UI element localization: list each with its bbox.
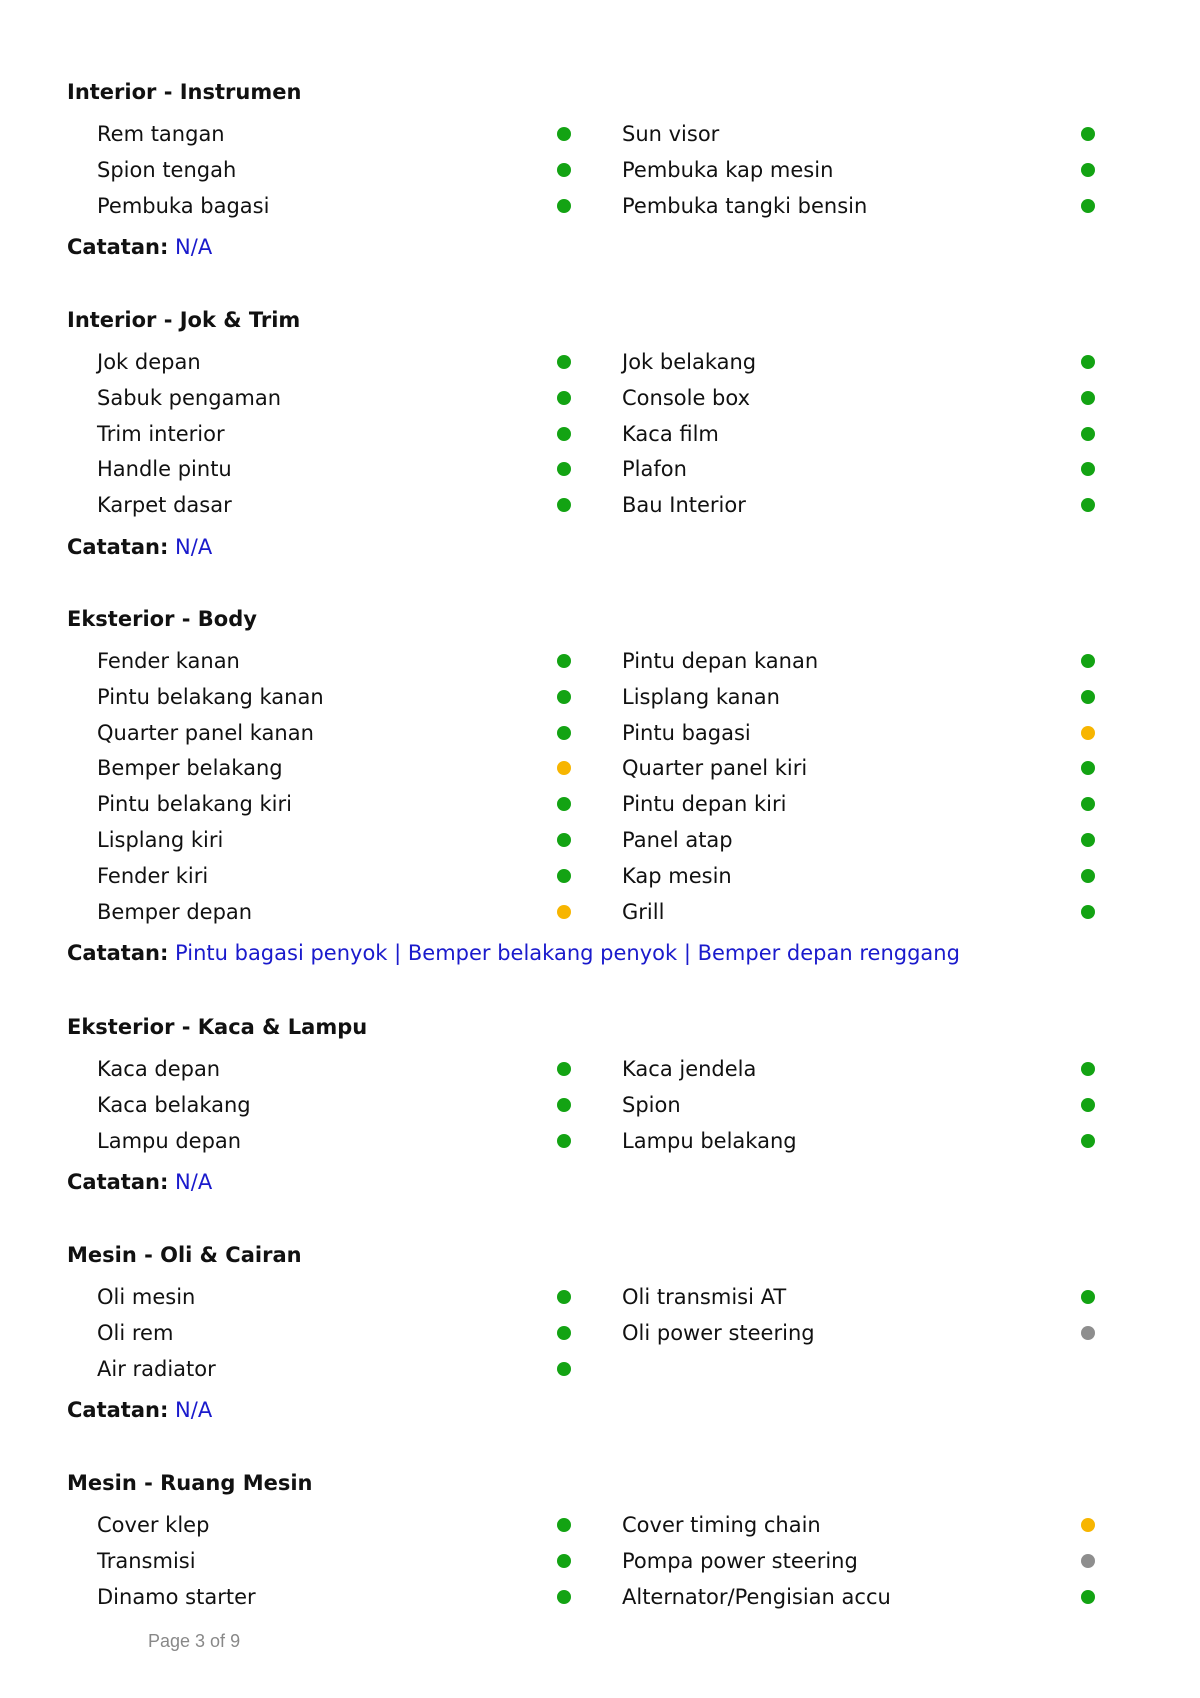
status-dot-icon <box>557 726 571 740</box>
check-item-label: Air radiator <box>97 1356 216 1381</box>
status-dot-icon <box>557 355 571 369</box>
check-item-label: Pembuka kap mesin <box>622 157 834 182</box>
checklist-row <box>0 157 1200 193</box>
check-item-label: Kaca film <box>622 421 719 446</box>
status-dot-icon <box>1081 654 1095 668</box>
checklist-row <box>0 193 1200 229</box>
check-item-label: Panel atap <box>622 828 733 852</box>
section-notes <box>67 534 212 560</box>
section-title: Mesin - Oli & Cairan <box>67 1243 302 1267</box>
checklist-row <box>0 755 1200 791</box>
check-item-label: Fender kiri <box>97 863 209 888</box>
check-item-label: Fender kanan <box>97 649 240 673</box>
notes-label: Catatan: <box>67 535 169 559</box>
checklist-row <box>0 421 1200 457</box>
check-item-label: Pintu bagasi <box>622 720 751 745</box>
checklist-row <box>0 1320 1200 1356</box>
status-dot-icon <box>1081 1098 1095 1112</box>
check-item-label: Console box <box>622 385 750 410</box>
status-dot-icon <box>1081 163 1095 177</box>
checklist-row <box>0 1512 1200 1548</box>
check-item-label: Jok depan <box>97 350 201 374</box>
status-dot-icon <box>1081 199 1095 213</box>
check-item-label: Quarter panel kiri <box>622 756 808 781</box>
check-item-label: Cover timing chain <box>622 1513 821 1537</box>
status-dot-icon <box>1081 1554 1095 1568</box>
checklist-row <box>0 648 1200 684</box>
checklist-row <box>0 1356 1200 1392</box>
checklist-row <box>0 720 1200 756</box>
check-item-label: Oli rem <box>97 1320 174 1345</box>
notes-value: N/A <box>175 1170 213 1195</box>
status-dot-icon <box>557 761 571 775</box>
status-dot-icon <box>1081 462 1095 476</box>
status-dot-icon <box>1081 1290 1095 1304</box>
notes-label: Catatan: <box>67 941 169 966</box>
check-item-label: Lampu depan <box>97 1128 242 1153</box>
status-dot-icon <box>1081 797 1095 811</box>
section-notes <box>67 1397 212 1423</box>
notes-value: N/A <box>175 235 213 260</box>
status-dot-icon <box>557 797 571 811</box>
check-item-label: Bemper depan <box>97 899 253 924</box>
status-dot-icon <box>557 1134 571 1148</box>
status-dot-icon <box>557 1098 571 1112</box>
status-dot-icon <box>1081 1518 1095 1532</box>
checklist-row <box>0 1056 1200 1092</box>
check-item-label: Pembuka tangki bensin <box>622 193 868 218</box>
status-dot-icon <box>557 462 571 476</box>
status-dot-icon <box>1081 905 1095 919</box>
check-item-label: Oli transmisi AT <box>622 1285 787 1309</box>
check-item-label: Quarter panel kanan <box>97 720 314 745</box>
section-notes <box>67 1169 212 1195</box>
section-title: Eksterior - Body <box>67 607 257 631</box>
notes-label: Catatan: <box>67 235 169 260</box>
check-item-label: Transmisi <box>97 1548 196 1573</box>
checklist-row <box>0 349 1200 385</box>
status-dot-icon <box>1081 869 1095 883</box>
check-item-label: Spion tengah <box>97 157 237 182</box>
notes-value: N/A <box>175 1398 213 1423</box>
checklist-row <box>0 827 1200 863</box>
status-dot-icon <box>1081 391 1095 405</box>
section-title: Eksterior - Kaca & Lampu <box>67 1015 368 1039</box>
check-item-label: Kap mesin <box>622 863 732 888</box>
check-item-label: Oli mesin <box>97 1285 196 1309</box>
page-number: Page 3 of 9 <box>148 1631 241 1651</box>
checklist-row <box>0 121 1200 157</box>
checklist-row <box>0 899 1200 935</box>
check-item-label: Karpet dasar <box>97 493 232 518</box>
checklist-row <box>0 1548 1200 1584</box>
checklist-row <box>0 863 1200 899</box>
section-notes <box>67 234 212 260</box>
check-item-label: Pintu belakang kanan <box>97 684 324 709</box>
checklist-row <box>0 385 1200 421</box>
status-dot-icon <box>557 869 571 883</box>
check-item-label: Handle pintu <box>97 457 232 482</box>
check-item-label: Sabuk pengaman <box>97 385 282 410</box>
status-dot-icon <box>557 127 571 141</box>
section-title: Interior - Instrumen <box>67 80 302 104</box>
status-dot-icon <box>557 1518 571 1532</box>
check-item-label: Bau Interior <box>622 493 746 518</box>
check-item-label: Pintu depan kanan <box>622 649 819 673</box>
notes-value: N/A <box>175 535 213 559</box>
status-dot-icon <box>1081 726 1095 740</box>
status-dot-icon <box>1081 127 1095 141</box>
checklist-row <box>0 1092 1200 1128</box>
check-item-label: Cover klep <box>97 1513 210 1537</box>
checklist-row <box>0 791 1200 827</box>
status-dot-icon <box>1081 355 1095 369</box>
status-dot-icon <box>557 1362 571 1376</box>
status-dot-icon <box>557 391 571 405</box>
check-item-label: Pintu depan kiri <box>622 792 787 817</box>
check-item-label: Pintu belakang kiri <box>97 792 292 817</box>
status-dot-icon <box>1081 1326 1095 1340</box>
check-item-label: Dinamo starter <box>97 1584 256 1609</box>
check-item-label: Kaca jendela <box>622 1057 757 1081</box>
status-dot-icon <box>557 1290 571 1304</box>
check-item-label: Spion <box>622 1092 681 1117</box>
check-item-label: Oli power steering <box>622 1320 815 1345</box>
check-item-label: Kaca depan <box>97 1057 221 1081</box>
status-dot-icon <box>557 498 571 512</box>
check-item-label: Bemper belakang <box>97 756 283 781</box>
status-dot-icon <box>1081 1590 1095 1604</box>
check-item-label: Lampu belakang <box>622 1128 797 1153</box>
checklist-row <box>0 684 1200 720</box>
status-dot-icon <box>557 1554 571 1568</box>
status-dot-icon <box>1081 1062 1095 1076</box>
status-dot-icon <box>557 199 571 213</box>
notes-label: Catatan: <box>67 1398 169 1423</box>
status-dot-icon <box>557 1590 571 1604</box>
status-dot-icon <box>557 654 571 668</box>
status-dot-icon <box>557 1326 571 1340</box>
checklist-row <box>0 456 1200 492</box>
status-dot-icon <box>1081 427 1095 441</box>
checklist-row <box>0 492 1200 528</box>
section-title: Mesin - Ruang Mesin <box>67 1471 313 1495</box>
check-item-label: Plafon <box>622 457 687 482</box>
status-dot-icon <box>557 163 571 177</box>
status-dot-icon <box>1081 761 1095 775</box>
section-title: Interior - Jok & Trim <box>67 308 301 332</box>
status-dot-icon <box>1081 498 1095 512</box>
check-item-label: Rem tangan <box>97 122 225 146</box>
status-dot-icon <box>1081 833 1095 847</box>
check-item-label: Lisplang kiri <box>97 828 224 852</box>
status-dot-icon <box>1081 1134 1095 1148</box>
status-dot-icon <box>557 427 571 441</box>
status-dot-icon <box>557 1062 571 1076</box>
check-item-label: Trim interior <box>97 421 225 446</box>
check-item-label: Alternator/Pengisian accu <box>622 1584 891 1609</box>
check-item-label: Sun visor <box>622 122 720 146</box>
section-notes <box>67 940 960 966</box>
check-item-label: Pompa power steering <box>622 1548 858 1573</box>
notes-value: Pintu bagasi penyok | Bemper belakang penyok | Bemper depan renggang <box>175 941 960 966</box>
status-dot-icon <box>557 833 571 847</box>
notes-label: Catatan: <box>67 1170 169 1195</box>
check-item-label: Kaca belakang <box>97 1092 251 1117</box>
check-item-label: Jok belakang <box>622 350 757 374</box>
check-item-label: Grill <box>622 899 665 924</box>
check-item-label: Lisplang kanan <box>622 684 780 709</box>
checklist-row <box>0 1584 1200 1620</box>
check-item-label: Pembuka bagasi <box>97 193 270 218</box>
checklist-row <box>0 1128 1200 1164</box>
status-dot-icon <box>1081 690 1095 704</box>
status-dot-icon <box>557 905 571 919</box>
checklist-row <box>0 1284 1200 1320</box>
status-dot-icon <box>557 690 571 704</box>
